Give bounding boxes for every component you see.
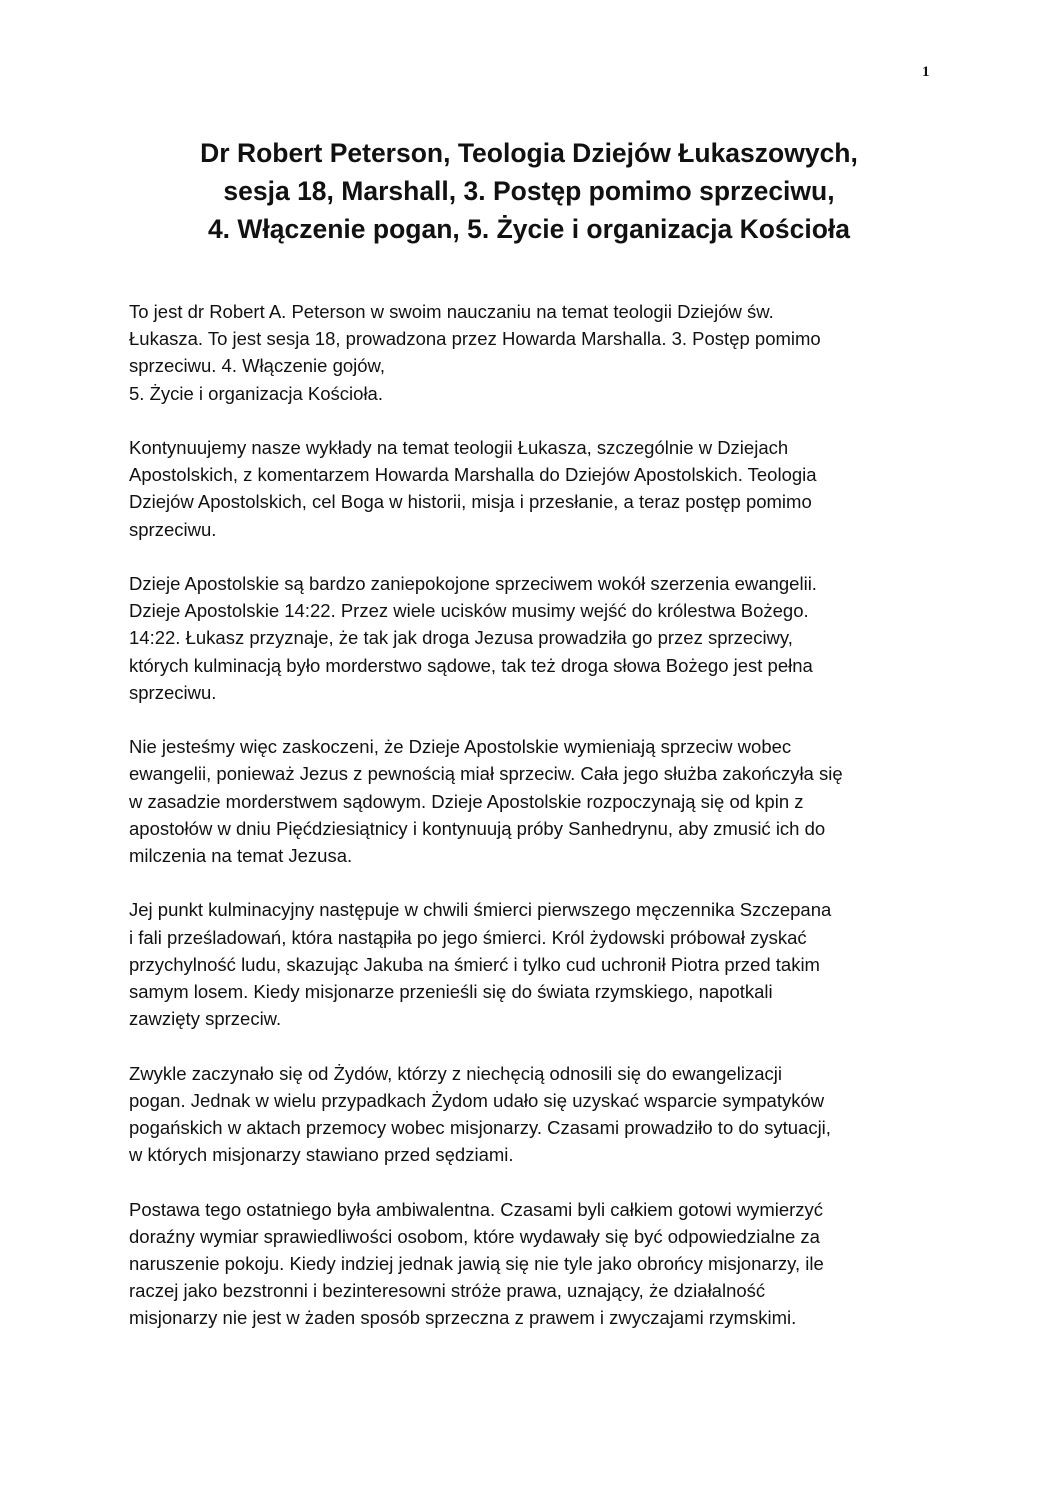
text-line: w zasadzie morderstwem sądowym. Dzieje Apostolskie rozpoczynają się od kpin z [129,790,804,812]
text-line: ewangelii, ponieważ Jezus z pewnością miał sprzeciw. Cała jego służba zakończyła się [129,763,843,785]
text-line: których kulminacją było morderstwo sądowe, tak też droga słowa Bożego jest pełna [129,654,813,676]
text-line: Zwykle zaczynało się od Żydów, którzy z niechęcią odnosili się do ewangelizacji [129,1062,782,1084]
text-line: naruszenie pokoju. Kiedy indziej jednak jawią się nie tyle jako obrońcy misjonarzy, ile [129,1253,824,1275]
text-line: doraźny wymiar sprawiedliwości osobom, które wydawały się być odpowiedzialne za [129,1225,820,1247]
text-line: Postawa tego ostatniego była ambiwalentna. Czasami byli całkiem gotowi wymierzyć [129,1198,824,1220]
paragraph-6 [129,1060,949,1169]
text-line: milczenia na temat Jezusa. [129,845,353,867]
text-line: sprzeciwu. 4. Włączenie gojów, [129,355,386,377]
document-body [129,298,949,1359]
title-line: Dr Robert Peterson, Teologia Dziejów Łukaszowych, [200,138,858,168]
text-line: Łukasza. To jest sesja 18, prowadzona przez Howarda Marshalla. 3. Postęp pomimo [129,328,821,350]
paragraph-1 [129,298,949,407]
text-line: Kontynuujemy nasze wykłady na temat teologii Łukasza, szczególnie w Dziejach [129,437,789,458]
text-line: 5. Życie i organizacja Kościoła. [129,382,383,404]
text-line: To jest dr Robert A. Peterson w swoim nauczaniu na temat teologii Dziejów św. [129,301,774,322]
text-line: pogan. Jednak w wielu przypadkach Żydom udało się uzyskać wsparcie sympatyków [129,1089,825,1111]
text-line: Dzieje Apostolskie 14:22. Przez wiele ucisków musimy wejść do królestwa Bożego. [129,600,809,622]
page-number: 1 [922,64,930,80]
text-line: i fali prześladowań, która nastąpiła po jego śmierci. Król żydowski próbował zyskać [129,926,807,948]
text-line: zawzięty sprzeciw. [129,1008,282,1030]
text-line: misjonarzy nie jest w żaden sposób sprzeczna z prawem i zwyczajami rzymskimi. [129,1307,797,1329]
text-line: w których misjonarzy stawiano przed sędziami. [129,1144,514,1166]
paragraph-3 [129,570,949,706]
text-line: Nie jesteśmy więc zaskoczeni, że Dzieje Apostolskie wymieniają sprzeciw wobec [129,736,792,758]
title-line: 4. Włączenie pogan, 5. Życie i organizacja Kościoła [207,214,851,244]
text-line: pogańskich w aktach przemocy wobec misjonarzy. Czasami prowadziło to do sytuacji, [129,1117,831,1139]
paragraph-7 [129,1196,949,1332]
paragraph-4 [129,733,949,869]
text-line: sprzeciwu. [129,518,217,540]
text-line: samym losem. Kiedy misjonarze przenieśli się do świata rzymskiego, napotkali [129,981,773,1003]
text-line: Dziejów Apostolskich, cel Boga w historii, misja i przesłanie, a teraz postęp pomimo [129,491,812,513]
text-line: przychylność ludu, skazując Jakuba na śmierć i tylko cud uchronił Piotra przed takim [129,953,820,975]
text-line: Dzieje Apostolskie są bardzo zaniepokojone sprzeciwem wokół szerzenia ewangelii. [129,573,817,594]
title-line: sesja 18, Marshall, 3. Postęp pomimo sprzeciwu, [223,176,835,206]
document-title [60,134,998,248]
text-line: apostołów w dniu Pięćdziesiątnicy i kontynuują próby Sanhedrynu, aby zmusić ich do [129,817,826,839]
paragraph-5 [129,896,949,1032]
paragraph-2 [129,434,949,543]
text-line: Jej punkt kulminacyjny następuje w chwili śmierci pierwszego męczennika Szczepana [129,899,832,921]
text-line: raczej jako bezstronni i bezinteresowni stróże prawa, uznający, że działalność [129,1280,766,1302]
text-line: Apostolskich, z komentarzem Howarda Marshalla do Dziejów Apostolskich. Teologia [129,464,817,486]
text-line: sprzeciwu. [129,681,217,703]
text-line: 14:22. Łukasz przyznaje, że tak jak droga Jezusa prowadziła go przez sprzeciwy, [129,627,793,649]
